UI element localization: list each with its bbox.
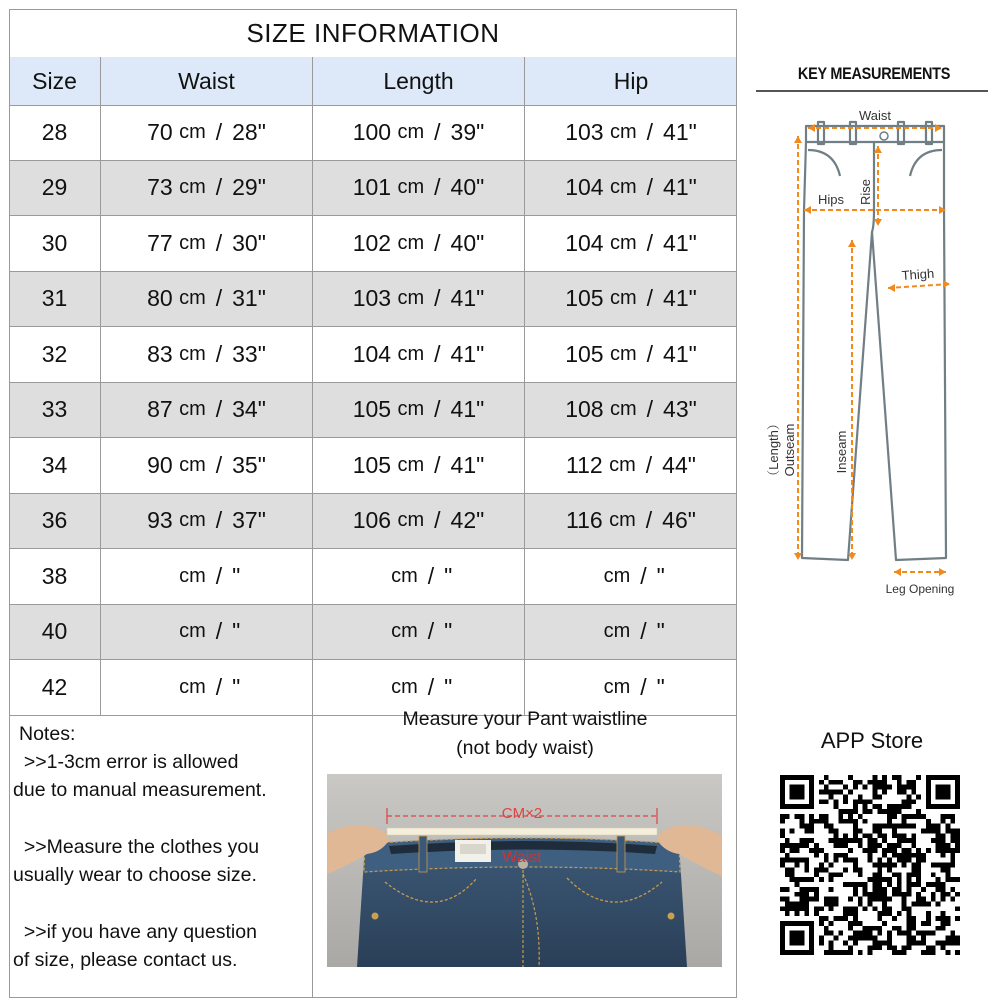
inch-mark: ": [444, 562, 453, 589]
cm-unit: cm: [179, 176, 206, 199]
cm-unit: cm: [179, 342, 206, 365]
waist-inch-value: 33: [232, 340, 258, 367]
length-inch-value: 41: [450, 451, 477, 478]
title-divider: [756, 90, 988, 92]
waist-inch-value: 34: [232, 396, 258, 423]
thigh-measure-line: [888, 284, 950, 288]
separator: /: [646, 229, 654, 256]
length-inch-value: 40: [450, 229, 477, 256]
inch-mark: ": [444, 673, 453, 700]
cm-unit: cm: [179, 675, 206, 698]
separator: /: [215, 618, 223, 645]
header-hip: Hip: [613, 67, 649, 94]
inch-mark: ": [687, 507, 696, 534]
cm-unit: cm: [179, 564, 206, 587]
hip-cm-value: 116: [566, 507, 603, 534]
length-cm-value: 102: [352, 229, 392, 256]
separator: /: [215, 174, 223, 201]
pants-pocket-left: [808, 150, 840, 176]
cm-unit: cm: [397, 231, 425, 254]
separator: /: [434, 340, 441, 367]
size-value: 36: [41, 507, 68, 534]
inch-mark: ": [476, 451, 485, 478]
cm-unit: cm: [609, 231, 637, 254]
cm-unit: cm: [603, 675, 631, 698]
length-cm-value: 103: [352, 285, 392, 312]
cm-unit: cm: [391, 564, 418, 587]
separator: /: [645, 451, 653, 478]
length-inch-value: 40: [450, 174, 477, 201]
cm-unit: cm: [609, 398, 637, 421]
inch-mark: ": [656, 562, 665, 589]
hip-inch-value: 44: [662, 451, 688, 478]
label-inseam: Inseam: [834, 430, 849, 474]
separator: /: [434, 229, 441, 256]
hip-inch-value: 41: [663, 174, 689, 201]
note-line: of size, please contact us.: [13, 949, 238, 971]
note-line: usually wear to choose size.: [13, 864, 257, 886]
hip-cm-value: 112: [566, 451, 603, 478]
hip-inch-value: 41: [663, 118, 689, 145]
separator: /: [645, 507, 653, 534]
inch-mark: ": [688, 174, 697, 201]
label-hips: Hips: [818, 192, 845, 207]
inch-mark: ": [257, 229, 266, 256]
cm-unit: cm: [397, 398, 425, 421]
key-measurements-title: KEY MEASUREMENTS: [797, 64, 951, 83]
hip-cm-value: 104: [565, 229, 604, 256]
pants-pocket-right: [910, 150, 942, 176]
separator: /: [434, 285, 441, 312]
separator: /: [434, 174, 441, 201]
cm-unit: cm: [397, 509, 425, 532]
inch-mark: ": [257, 118, 266, 145]
separator: /: [215, 340, 223, 367]
size-value: 29: [41, 174, 68, 201]
separator: /: [215, 562, 223, 589]
pants-diagram: [756, 100, 996, 600]
waist-cm-value: 83: [147, 340, 173, 367]
length-cm-value: 105: [352, 396, 392, 423]
note-line: >>if you have any question: [13, 921, 257, 943]
app-store-label: APP Store: [820, 728, 924, 753]
length-cm-value: 100: [352, 118, 392, 145]
separator: /: [434, 451, 441, 478]
separator: /: [434, 396, 441, 423]
waist-cm-value: 73: [147, 174, 173, 201]
cm-unit: cm: [179, 287, 206, 310]
separator: /: [427, 562, 435, 589]
separator: /: [646, 285, 654, 312]
separator: /: [640, 562, 647, 589]
inch-mark: ": [476, 229, 485, 256]
inch-mark: ": [656, 673, 665, 700]
length-inch-value: 41: [450, 285, 477, 312]
size-table: [9, 9, 737, 998]
cm-unit: cm: [609, 120, 637, 143]
length-cm-value: 105: [352, 451, 392, 478]
separator: /: [434, 118, 441, 145]
cm-unit: cm: [603, 620, 631, 643]
size-value: 38: [41, 562, 68, 589]
waist-photo-label: Waist: [502, 849, 542, 866]
label-thigh: Thigh: [901, 265, 935, 283]
cm-unit: cm: [609, 453, 636, 476]
label-rise: Rise: [858, 178, 873, 206]
cm-unit: cm: [397, 453, 425, 476]
inch-mark: ": [257, 507, 266, 534]
notes-heading: Notes:: [19, 723, 76, 745]
waist-cm-value: 87: [147, 396, 173, 423]
cm-unit: cm: [391, 675, 418, 698]
waistline-title: Measure your Pant waistline: [402, 708, 648, 730]
waist-inch-value: 31: [232, 285, 258, 312]
inch-mark: ": [688, 396, 697, 423]
cm-unit: cm: [397, 120, 425, 143]
size-value: 42: [41, 673, 68, 700]
waist-cm-value: 80: [147, 285, 173, 312]
label-leg-opening: Leg Opening: [885, 582, 955, 596]
size-value: 40: [41, 618, 68, 645]
table-title: SIZE INFORMATION: [9, 9, 737, 58]
cm-unit: cm: [397, 176, 425, 199]
separator: /: [215, 451, 223, 478]
hip-inch-value: 41: [663, 285, 689, 312]
waist-inch-value: 29: [232, 174, 258, 201]
separator: /: [434, 507, 441, 534]
separator: /: [646, 396, 654, 423]
waist-cm-value: 93: [147, 507, 173, 534]
inch-mark: ": [257, 451, 266, 478]
separator: /: [215, 507, 223, 534]
inch-mark: ": [656, 618, 665, 645]
cm-unit: cm: [397, 287, 425, 310]
separator: /: [640, 673, 647, 700]
inch-mark: ": [232, 618, 241, 645]
cm-unit: cm: [179, 453, 206, 476]
cm-unit: cm: [179, 120, 206, 143]
separator: /: [640, 618, 647, 645]
hip-cm-value: 104: [565, 174, 604, 201]
cm-unit: cm: [179, 398, 206, 421]
hip-cm-value: 108: [565, 396, 604, 423]
inch-mark: ": [476, 340, 485, 367]
size-value: 30: [41, 229, 68, 256]
separator: /: [646, 118, 654, 145]
waist-inch-value: 28: [232, 118, 258, 145]
cm-unit: cm: [603, 564, 631, 587]
length-inch-value: 42: [450, 507, 477, 534]
inch-mark: ": [444, 618, 453, 645]
size-value: 31: [41, 285, 68, 312]
separator: /: [646, 340, 654, 367]
inch-mark: ": [476, 507, 485, 534]
size-value: 33: [41, 396, 68, 423]
label-waist: Waist: [858, 108, 892, 123]
separator: /: [646, 174, 654, 201]
separator: /: [215, 118, 223, 145]
inch-mark: ": [257, 340, 266, 367]
hip-inch-value: 43: [663, 396, 689, 423]
table-border: [9, 9, 737, 998]
inch-mark: ": [476, 396, 485, 423]
size-value: 28: [41, 118, 68, 145]
cm-unit: cm: [397, 342, 425, 365]
label-length: （Length）: [766, 417, 781, 483]
cm-unit: cm: [179, 620, 206, 643]
separator: /: [215, 229, 223, 256]
size-value: 34: [41, 451, 68, 478]
cm-unit: cm: [609, 509, 636, 532]
length-inch-value: 39: [450, 118, 477, 145]
hip-cm-value: 103: [565, 118, 604, 145]
inch-mark: ": [688, 229, 697, 256]
cm-unit: cm: [609, 176, 637, 199]
cm-unit: cm: [609, 287, 637, 310]
separator: /: [215, 285, 223, 312]
qr-code[interactable]: [780, 775, 960, 955]
inch-mark: ": [688, 285, 697, 312]
hip-inch-value: 41: [663, 229, 689, 256]
waist-inch-value: 30: [232, 229, 258, 256]
waist-inch-value: 37: [232, 507, 258, 534]
inch-mark: ": [688, 340, 697, 367]
inch-mark: ": [476, 174, 485, 201]
size-value: 32: [41, 340, 68, 367]
cm-unit: cm: [609, 342, 637, 365]
inch-mark: ": [257, 396, 266, 423]
waist-cm-value: 77: [147, 229, 173, 256]
separator: /: [427, 673, 435, 700]
waist-cm-value: 70: [147, 118, 173, 145]
separator: /: [427, 618, 435, 645]
inch-mark: ": [476, 285, 485, 312]
header-length: Length: [313, 57, 525, 105]
cm-unit: cm: [179, 231, 206, 254]
hip-inch-value: 41: [663, 340, 689, 367]
waist-inch-value: 35: [232, 451, 258, 478]
length-inch-value: 41: [450, 396, 477, 423]
header-waist: Waist: [101, 57, 313, 105]
waistline-subtitle: (not body waist): [456, 737, 594, 759]
label-outseam: Outseam: [782, 423, 797, 477]
separator: /: [215, 673, 223, 700]
cm-unit: cm: [179, 509, 206, 532]
waist-cm-value: 90: [147, 451, 173, 478]
note-line: >>1-3cm error is allowed: [13, 751, 239, 773]
inch-mark: ": [476, 118, 485, 145]
note-line: due to manual measurement.: [13, 779, 267, 801]
cm-unit: cm: [391, 620, 418, 643]
length-cm-value: 101: [352, 174, 392, 201]
inch-mark: ": [688, 118, 697, 145]
inch-mark: ": [687, 451, 696, 478]
length-cm-value: 104: [352, 340, 392, 367]
inch-mark: ": [232, 562, 241, 589]
length-cm-value: 106: [352, 507, 392, 534]
note-line: >>Measure the clothes you: [13, 836, 260, 858]
inch-mark: ": [257, 174, 266, 201]
hip-cm-value: 105: [565, 340, 604, 367]
pants-button: [880, 132, 888, 140]
inch-mark: ": [232, 673, 241, 700]
header-size: Size: [9, 57, 101, 105]
length-inch-value: 41: [450, 340, 477, 367]
separator: /: [215, 396, 223, 423]
hip-cm-value: 105: [565, 285, 604, 312]
inch-mark: ": [257, 285, 266, 312]
tape-label: CM×2: [501, 805, 543, 822]
hip-inch-value: 46: [662, 507, 688, 534]
